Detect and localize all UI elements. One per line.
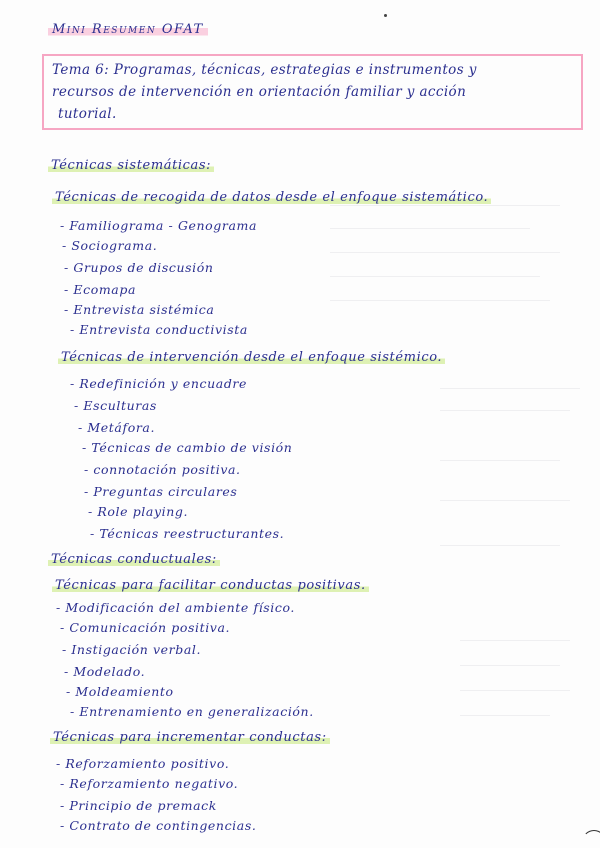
list-item: - Instigación verbal.: [62, 642, 202, 657]
list-item: - Técnicas reestructurantes.: [90, 526, 285, 541]
bleed-line: [330, 252, 560, 253]
bleed-line: [460, 715, 550, 716]
tema-line-3: tutorial.: [58, 106, 117, 122]
tema-line-2: recursos de intervención en orientación familiar y acción: [52, 84, 467, 100]
list-item: - Principio de premack: [60, 798, 217, 813]
list-item: - Grupos de discusión: [64, 260, 214, 275]
bleed-line: [330, 228, 530, 229]
list-item: - Técnicas de cambio de visión: [82, 440, 293, 455]
subheading-incrementar: Técnicas para incrementar conductas:: [50, 730, 330, 745]
list-item: - Contrato de contingencias.: [60, 818, 257, 833]
list-item: - Familiograma - Genograma: [60, 218, 258, 233]
list-item: - Role playing.: [88, 504, 189, 519]
bleed-line: [330, 205, 560, 206]
bleed-line: [440, 460, 560, 461]
list-item: - Preguntas circulares: [84, 484, 238, 499]
list-item: - Comunicación positiva.: [60, 620, 231, 635]
list-item: - Reforzamiento positivo.: [56, 756, 230, 771]
subheading-intervencion: Técnicas de intervención desde el enfoque sistémico.: [58, 350, 445, 365]
list-item: - Sociograma.: [62, 238, 158, 253]
bleed-line: [440, 545, 560, 546]
bleed-line: [440, 410, 570, 411]
list-item: - Metáfora.: [78, 420, 156, 435]
list-item: - Ecomapa: [64, 282, 137, 297]
bleed-line: [440, 388, 580, 389]
list-item: - Modelado.: [64, 664, 146, 679]
ink-dot: [384, 14, 387, 17]
bleed-line: [440, 500, 570, 501]
list-item: - Reforzamiento negativo.: [60, 776, 239, 791]
list-item: - Entrevista sistémica: [64, 302, 215, 317]
subheading-recogida: Técnicas de recogida de datos desde el enfoque sistemático.: [52, 190, 491, 205]
section-heading-sistematicas: Técnicas sistemáticas:: [48, 158, 214, 173]
page-title: Mini Resumen OFAT: [48, 22, 208, 37]
bleed-line: [460, 640, 570, 641]
list-item: - Esculturas: [74, 398, 157, 413]
section-heading-conductuales: Técnicas conductuales:: [48, 552, 220, 567]
list-item: - Redefinición y encuadre: [70, 376, 247, 391]
list-item: - Moldeamiento: [66, 684, 174, 699]
bleed-line: [330, 276, 540, 277]
bleed-line: [460, 690, 570, 691]
list-item: - Modificación del ambiente físico.: [56, 600, 295, 615]
bleed-line: [330, 300, 550, 301]
bleed-line: [460, 665, 560, 666]
list-item: - connotación positiva.: [84, 462, 241, 477]
subheading-facilitar: Técnicas para facilitar conductas positivas.: [52, 578, 369, 593]
list-item: - Entrevista conductivista: [70, 322, 248, 337]
list-item: - Entrenamiento en generalización.: [70, 704, 314, 719]
corner-pen-mark: [582, 830, 600, 854]
tema-line-1: Tema 6: Programas, técnicas, estrategias e instrumentos y: [52, 62, 477, 78]
